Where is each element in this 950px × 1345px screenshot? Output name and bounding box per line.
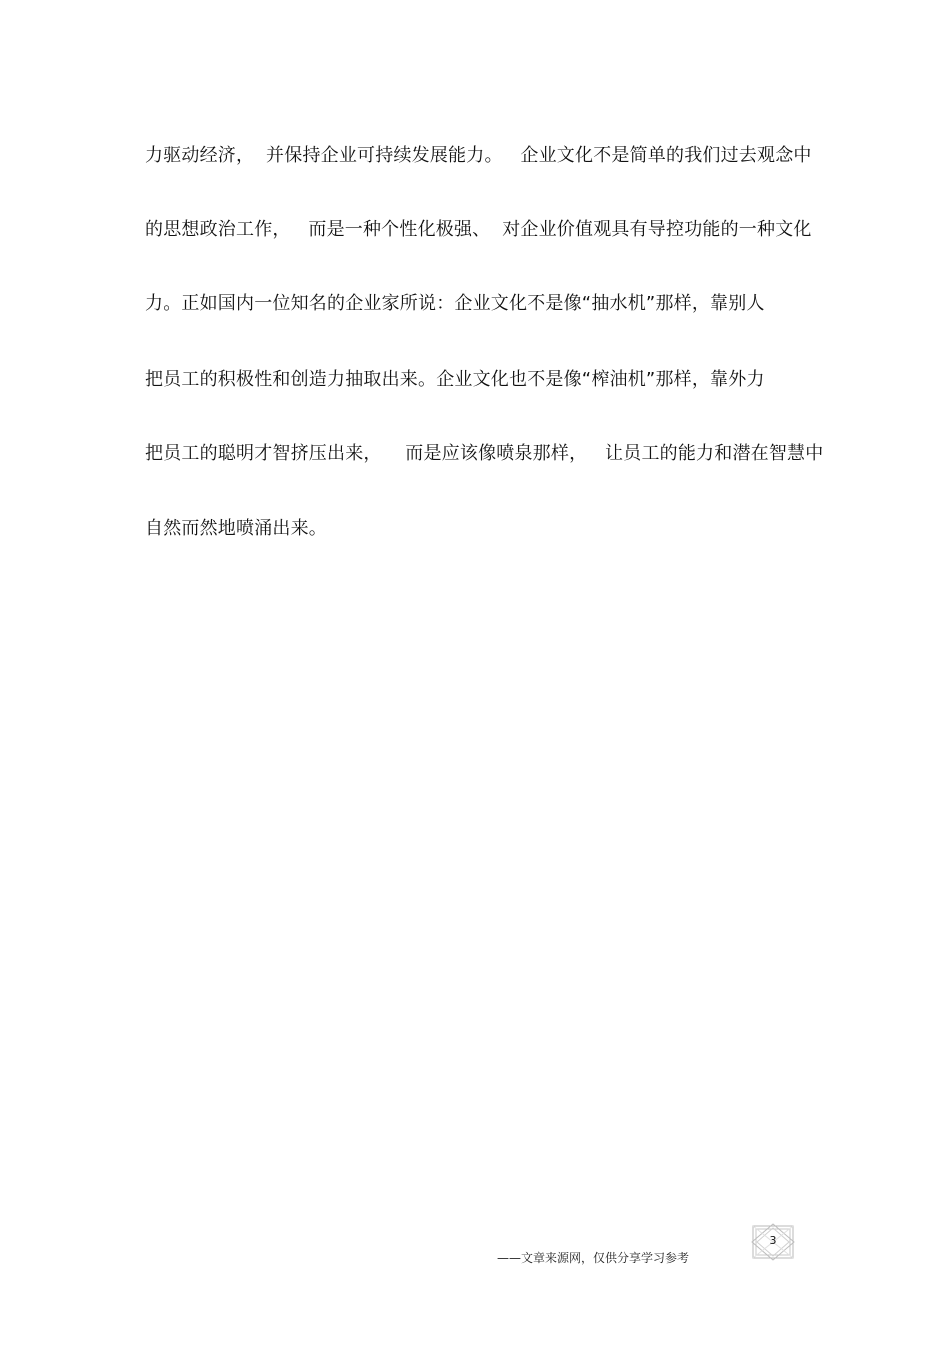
body-text-line-3: 力。正如国内一位知名的企业家所说：企业文化不是像“抽水机”那样，靠别人 <box>145 293 765 314</box>
body-text-line-4: 把员工的积极性和创造力抽取出来。企业文化也不是像“榨油机”那样，靠外力 <box>145 369 765 390</box>
body-text-line-1: 力驱动经济， 并保持企业可持续发展能力。 企业文化不是简单的我们过去观念中 <box>145 145 812 166</box>
body-text-line-2: 的思想政治工作， 而是一种个性化极强、 对企业价值观具有导控功能的一种文化 <box>145 219 812 240</box>
body-text-line-6: 自然而然地喷涌出来。 <box>145 518 327 539</box>
page-number: 3 <box>769 1234 777 1247</box>
body-text-line-5: 把员工的聪明才智挤压出来， 而是应该像喷泉那样， 让员工的能力和潜在智慧中 <box>145 443 824 464</box>
page-number-badge <box>750 1222 796 1262</box>
footer-source-note: ——文章来源网，仅供分享学习参考 <box>497 1251 690 1265</box>
